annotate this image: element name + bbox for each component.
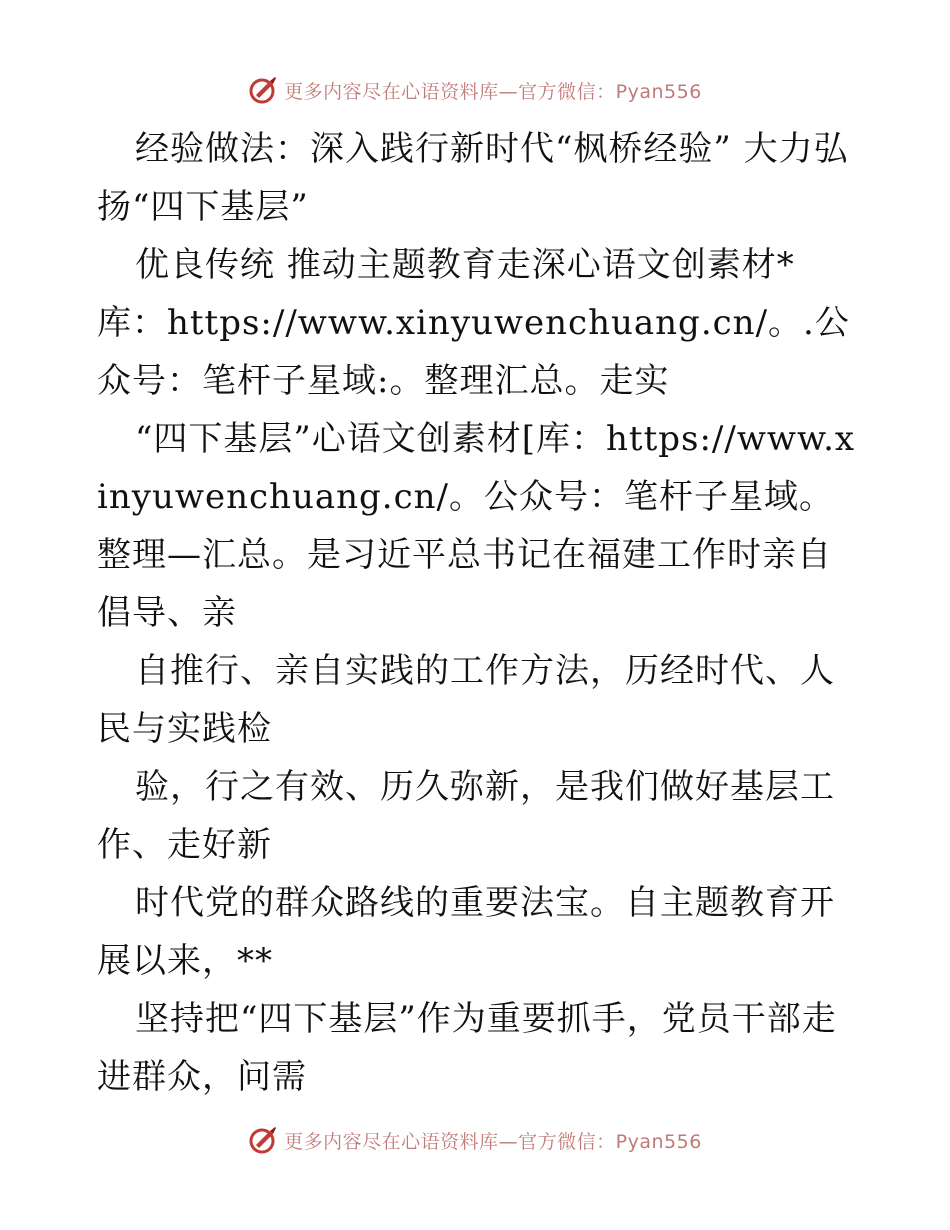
brush-logo-icon <box>248 75 278 105</box>
header-watermark <box>0 70 950 110</box>
paragraph: “四下基层”心语文创素材[库：https://www.xinyuwenchuang.cn/。公众号：笔杆子星域。整理—汇总。是习近平总书记在福建工作时亲自倡导、亲 <box>97 419 856 633</box>
footer-watermark <box>0 1120 950 1160</box>
paragraph: 验，行之有效、历久弥新，是我们做好基层工作、走好新 <box>97 767 835 865</box>
paragraph: 时代党的群众路线的重要法宝。自主题教育开展以来，** <box>97 883 835 981</box>
document-body <box>97 120 857 1106</box>
paragraph: 自推行、亲自实践的工作方法，历经时代、人民与实践检 <box>97 651 835 749</box>
watermark-text: 更多内容尽在心语资料库—官方微信：Pyan556 <box>284 1130 702 1153</box>
paragraph: 经验做法：深入践行新时代“枫桥经验” 大力弘扬“四下基层” <box>97 129 849 227</box>
brush-logo-icon <box>248 1125 278 1155</box>
paragraph: 优良传统 推动主题教育走深心语文创素材*库：https://www.xinyuwenchuang.cn/。.公众号：笔杆子星域:。整理汇总。走实 <box>97 245 850 401</box>
paragraph: 坚持把“四下基层”作为重要抓手，党员干部走进群众，问需 <box>97 999 837 1097</box>
watermark-text: 更多内容尽在心语资料库—官方微信：Pyan556 <box>284 80 702 103</box>
